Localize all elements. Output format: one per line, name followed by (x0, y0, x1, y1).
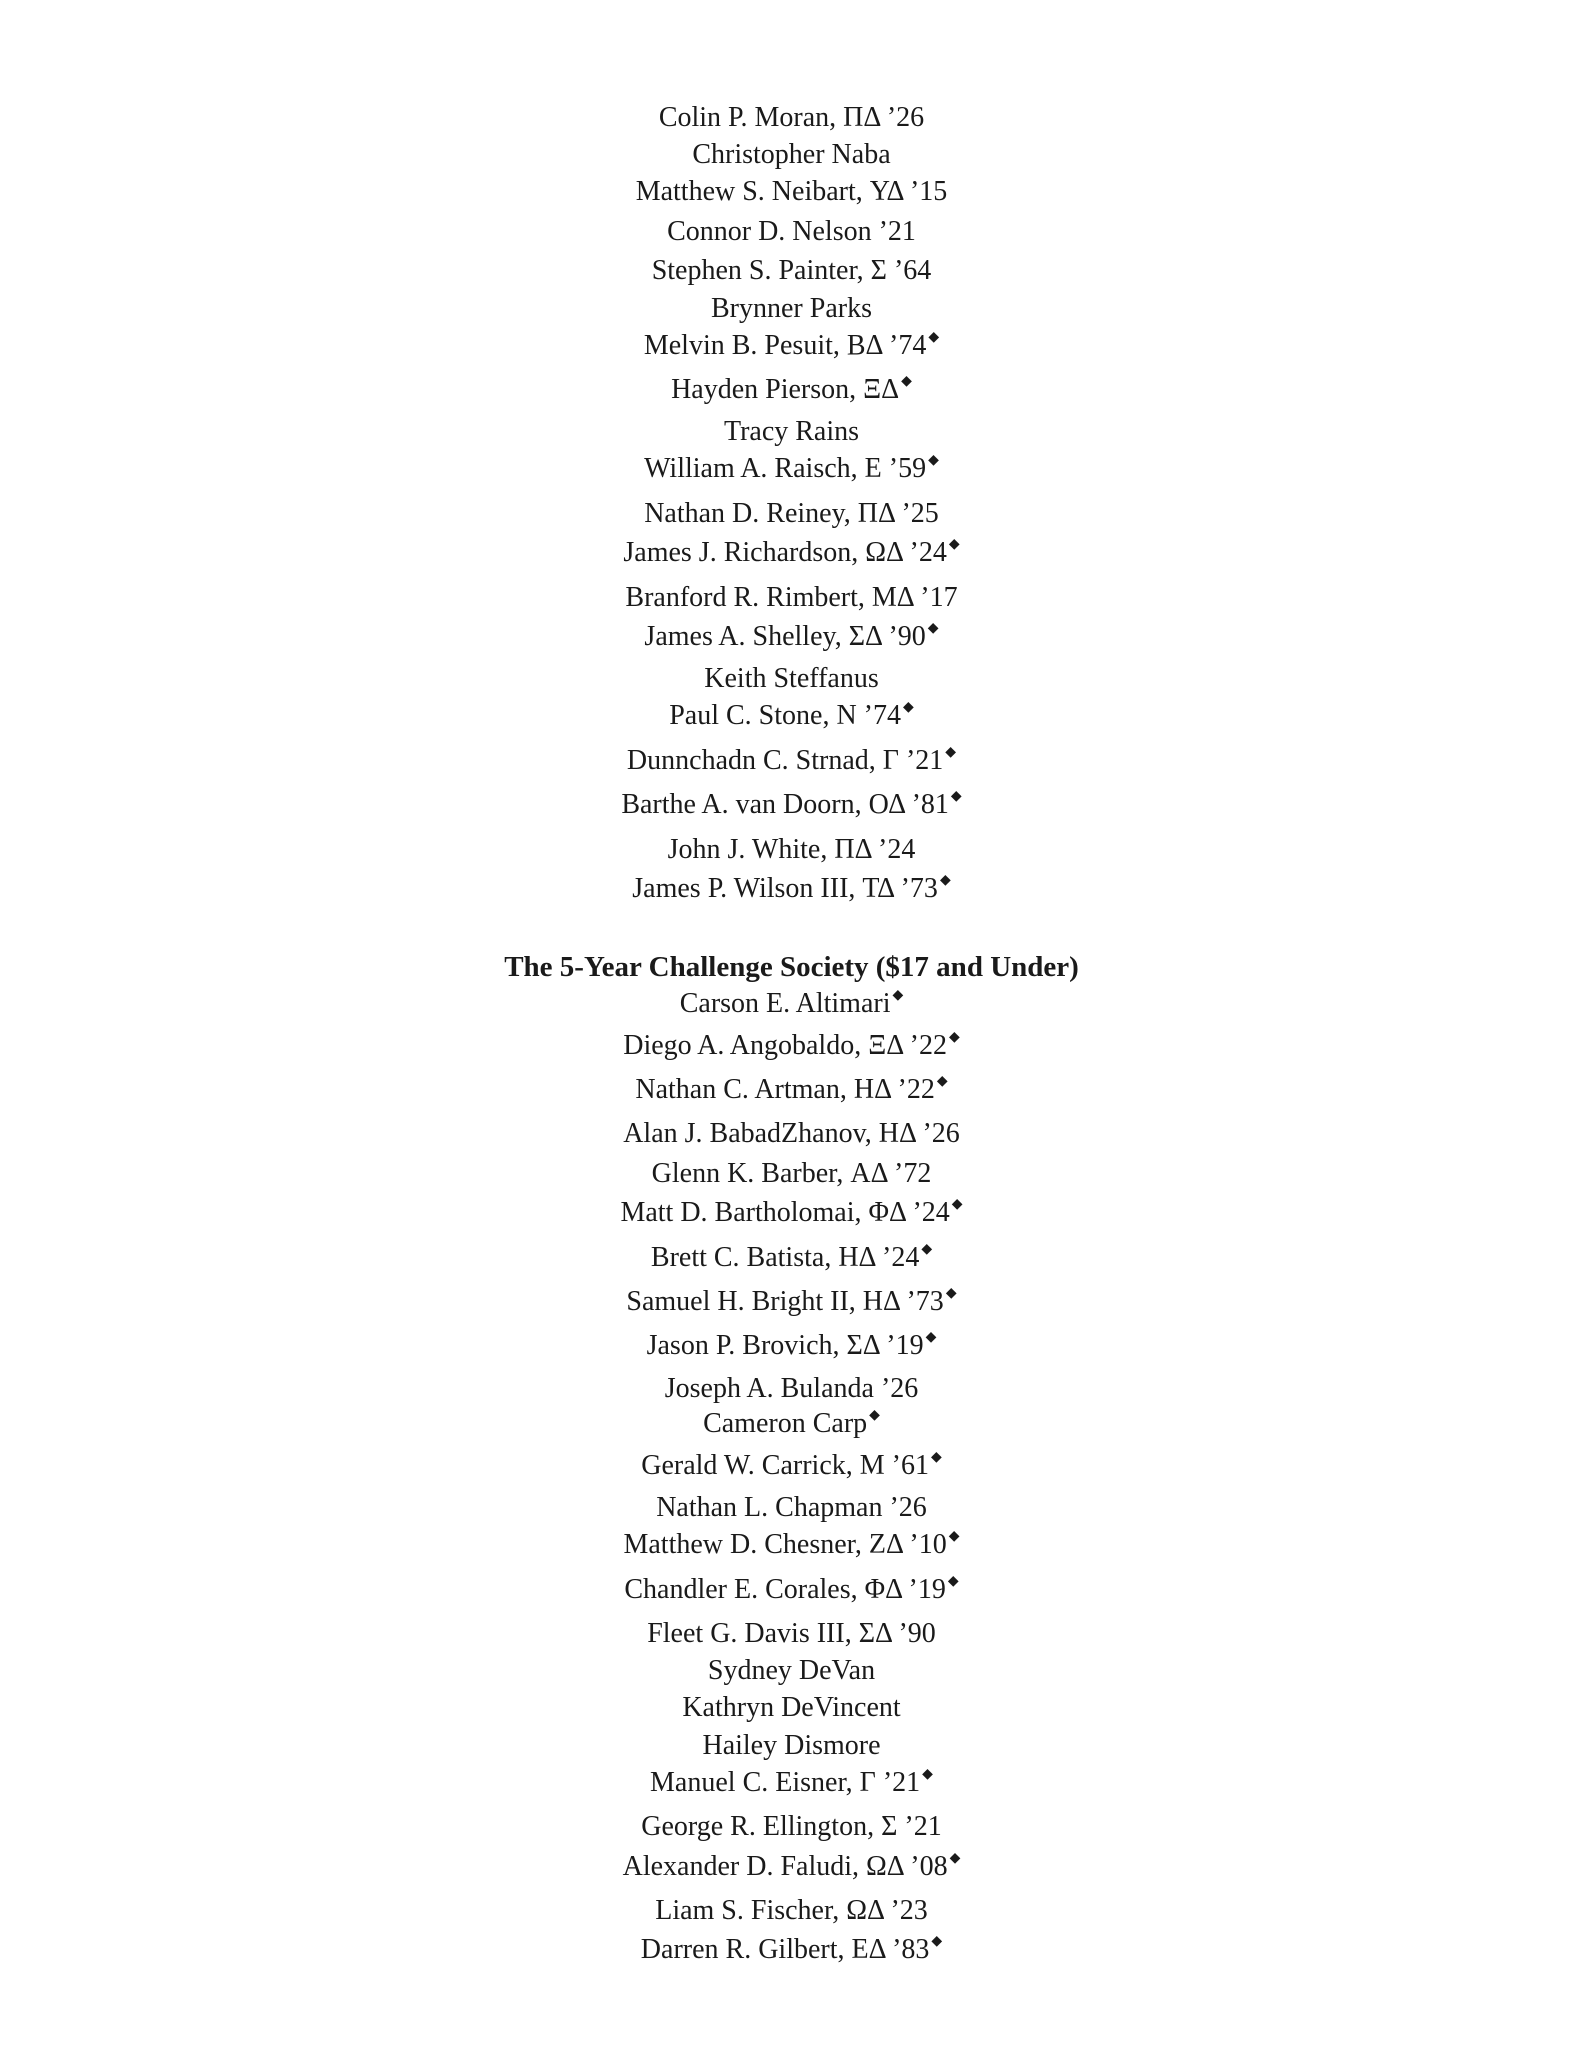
donor-name: Nathan D. Reiney, ΠΔ ’25 (644, 497, 939, 529)
donor-name: Colin P. Moran, ΠΔ ’26 (658, 102, 925, 133)
donor-name: George R. Ellington, Σ ’21 (641, 1811, 942, 1843)
donor-entry (0, 1490, 1583, 1525)
donor-entry (0, 533, 1583, 577)
donor-name: Alan J. BabadZhanov, ΗΔ ’26 (623, 1118, 960, 1150)
donor-name: Dunnchadn C. Strnad, Γ ’21 (626, 744, 944, 776)
donor-name: Sydney DeVan (707, 1655, 876, 1687)
donor-entry (0, 449, 1583, 493)
donor-name: Branford R. Rimbert, ΜΔ ’17 (625, 581, 958, 613)
donor-name: Hailey Dismore (702, 1729, 881, 1761)
donor-name: Melvin B. Pesuit, ΒΔ ’74 (643, 329, 927, 361)
diamond-marker-icon: ◆ (945, 1285, 957, 1301)
donor-entry (0, 1570, 1583, 1614)
donor-name: Nathan L. Chapman ’26 (656, 1492, 927, 1524)
diamond-marker-icon: ◆ (945, 744, 957, 760)
diamond-marker-icon: ◆ (892, 987, 904, 1003)
donor-entry (0, 741, 1583, 785)
donor-entry (0, 1154, 1583, 1193)
diamond-marker-icon: ◆ (921, 1241, 933, 1257)
donor-name: Matthew S. Neibart, ΥΔ ’15 (635, 176, 948, 208)
diamond-marker-icon: ◆ (939, 873, 951, 889)
donor-entry (0, 1763, 1583, 1807)
donor-name: Chandler E. Corales, ΦΔ ’19 (624, 1573, 946, 1605)
donor-entry (0, 1525, 1583, 1569)
diamond-marker-icon: ◆ (931, 1934, 943, 1950)
diamond-marker-icon: ◆ (901, 374, 912, 390)
donor-entry (0, 414, 1583, 449)
donor-entry (0, 1807, 1583, 1846)
donor-entry (0, 1371, 1583, 1406)
donor-name: Alexander D. Faludi, ΩΔ ’08 (622, 1850, 948, 1882)
donor-name: Diego A. Angobaldo, ΞΔ ’22 (623, 1029, 947, 1061)
donor-name: Brynner Parks (711, 292, 872, 324)
donor-entry (0, 212, 1583, 251)
donor-name: Matthew D. Chesner, ΖΔ ’10 (623, 1529, 947, 1561)
donor-entry (0, 830, 1583, 869)
donor-entry (0, 1446, 1583, 1490)
donor-entry (0, 370, 1583, 414)
diamond-marker-icon: ◆ (948, 537, 960, 553)
donor-entry (0, 291, 1583, 326)
donor-entry (0, 1891, 1583, 1930)
donor-name: Jason P. Brovich, ΣΔ ’19 (646, 1330, 924, 1362)
donor-entry (0, 1653, 1583, 1688)
donor-name: Fleet G. Davis III, ΣΔ ’90 (647, 1617, 936, 1649)
diamond-marker-icon: ◆ (925, 1330, 937, 1346)
donor-name: Hayden Pierson, ΞΔ (671, 374, 900, 406)
donor-entry (0, 137, 1583, 172)
donor-entry (0, 251, 1583, 290)
donor-entry (0, 696, 1583, 740)
donor-name: Christopher Naba (692, 139, 891, 171)
donor-name: John J. White, ΠΔ ’24 (667, 833, 916, 865)
diamond-marker-icon: ◆ (922, 1766, 933, 1782)
donor-entry (0, 578, 1583, 617)
donor-entry (0, 1688, 1583, 1727)
donor-name: James A. Shelley, ΣΔ ’90 (644, 621, 926, 653)
donor-name: Manuel C. Eisner, Γ ’21 (650, 1766, 921, 1798)
donor-list-continued (0, 98, 1583, 914)
diamond-marker-icon: ◆ (936, 1073, 948, 1089)
donor-entry (0, 1326, 1583, 1370)
donor-list-5-year-challenge (0, 986, 1583, 1975)
diamond-marker-icon: ◆ (928, 329, 940, 345)
donor-name: James P. Wilson III, ΤΔ ’73 (632, 873, 938, 905)
donor-entry (0, 1026, 1583, 1070)
donor-entry (0, 1847, 1583, 1891)
donor-name: Tracy Rains (723, 416, 860, 448)
donor-entry (0, 1406, 1583, 1446)
diamond-marker-icon: ◆ (947, 1573, 959, 1589)
donor-entry (0, 326, 1583, 370)
diamond-marker-icon: ◆ (903, 700, 914, 716)
donor-name: Darren R. Gilbert, ΕΔ ’83 (640, 1934, 930, 1966)
donor-entry (0, 869, 1583, 913)
donor-name: Barthe A. van Doorn, ΟΔ ’81 (621, 789, 949, 821)
donor-entry (0, 1282, 1583, 1326)
donor-name: Cameron Carp (703, 1407, 868, 1439)
donor-name: Carson E. Altimari (679, 987, 891, 1019)
donor-page (0, 98, 1583, 1975)
donor-name: Stephen S. Painter, Σ ’64 (651, 255, 932, 287)
donor-name: Gerald W. Carrick, Μ ’61 (641, 1449, 929, 1481)
donor-name: Keith Steffanus (704, 663, 879, 695)
donor-entry (0, 1193, 1583, 1237)
donor-entry (0, 172, 1583, 211)
donor-name: Matt D. Bartholomai, ΦΔ ’24 (620, 1197, 950, 1229)
donor-name: Liam S. Fischer, ΩΔ ’23 (655, 1895, 928, 1926)
diamond-marker-icon: ◆ (927, 621, 939, 637)
donor-entry (0, 617, 1583, 661)
donor-name: Connor D. Nelson ’21 (667, 215, 916, 247)
donor-entry (0, 1728, 1583, 1763)
donor-name: Brett C. Batista, ΗΔ ’24 (650, 1241, 920, 1273)
donor-entry (0, 1114, 1583, 1153)
diamond-marker-icon: ◆ (949, 1029, 960, 1045)
donor-name: Joseph A. Bulanda ’26 (664, 1372, 919, 1404)
diamond-marker-icon: ◆ (930, 1449, 942, 1465)
donor-entry (0, 1238, 1583, 1282)
donor-entry (0, 986, 1583, 1026)
donor-entry (0, 1070, 1583, 1114)
donor-name: Paul C. Stone, Ν ’74 (669, 700, 901, 732)
diamond-marker-icon: ◆ (948, 1529, 960, 1545)
section-heading: The 5-Year Challenge Society ($17 and Under) (504, 950, 1079, 983)
diamond-marker-icon: ◆ (950, 789, 962, 805)
donor-entry (0, 98, 1583, 137)
donor-entry (0, 494, 1583, 533)
donor-name: Samuel H. Bright II, ΗΔ ’73 (626, 1285, 944, 1317)
donor-name: Nathan C. Artman, ΗΔ ’22 (635, 1073, 935, 1105)
donor-entry (0, 661, 1583, 696)
donor-entry (0, 1614, 1583, 1653)
donor-entry (0, 1930, 1583, 1974)
donor-name: James J. Richardson, ΩΔ ’24 (623, 537, 947, 569)
donor-name: Kathryn DeVincent (682, 1692, 901, 1724)
diamond-marker-icon: ◆ (951, 1197, 963, 1213)
diamond-marker-icon: ◆ (928, 453, 939, 469)
donor-name: William A. Raisch, Ε ’59 (644, 453, 927, 485)
diamond-marker-icon: ◆ (869, 1407, 880, 1423)
donor-entry (0, 785, 1583, 829)
donor-name: Glenn K. Barber, ΑΔ ’72 (651, 1157, 932, 1189)
diamond-marker-icon: ◆ (949, 1850, 961, 1866)
